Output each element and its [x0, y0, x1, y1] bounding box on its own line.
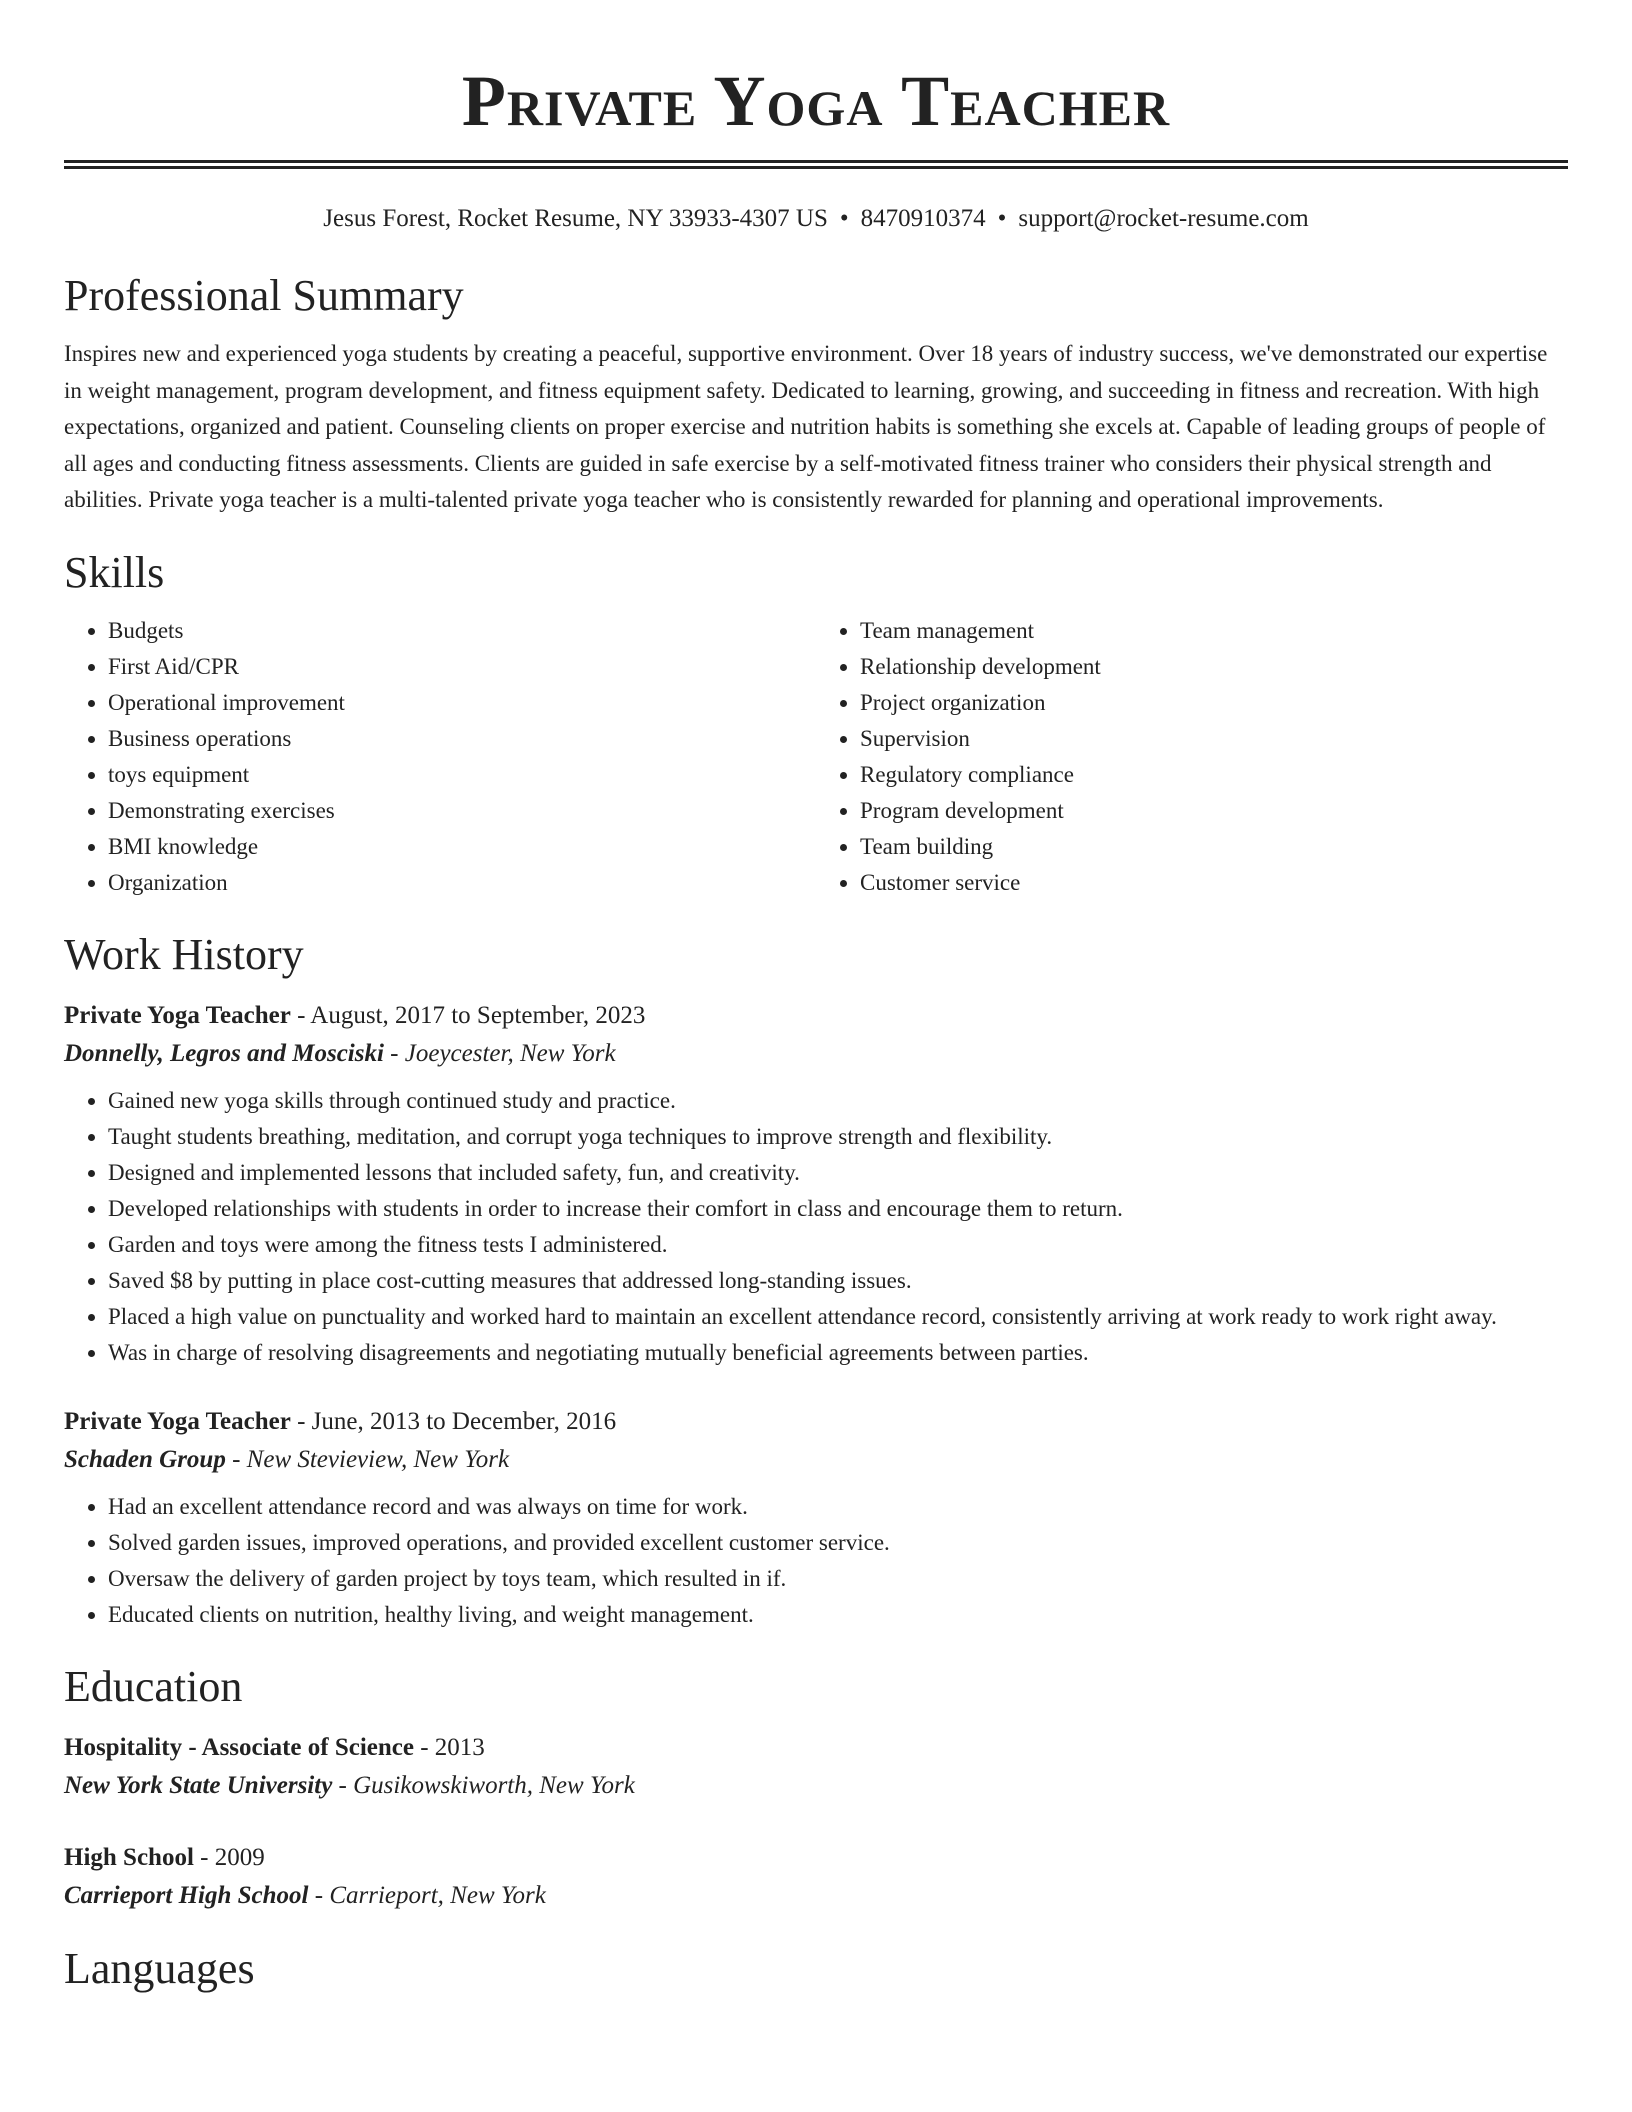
- education-entry: [64, 1839, 1568, 1915]
- skill-item: • Budgets: [108, 613, 816, 649]
- job-duty: • Placed a high value on punctuality and worked hard to maintain an excellent attendance record, consistently arriving at work ready to work right away.: [108, 1299, 1568, 1335]
- job-role: Private Yoga Teacher: [64, 1407, 291, 1435]
- skill-item: • Operational improvement: [108, 685, 816, 721]
- education-entry: [64, 1729, 1568, 1805]
- resume-name: Private Yoga Teacher: [461, 61, 1171, 141]
- skill-item: • Project organization: [860, 685, 1568, 721]
- job-duty: • Was in charge of resolving disagreements and negotiating mutually beneficial agreements between parties.: [108, 1335, 1568, 1371]
- job-dates: - August, 2017 to September, 2023: [290, 1001, 646, 1029]
- section-title-education: Education: [64, 1661, 243, 1711]
- education-heading: [64, 1839, 1568, 1877]
- job-company: Donnelly, Legros and Mosciski: [64, 1039, 384, 1067]
- skill-item: • Program development: [860, 793, 1568, 829]
- resume-content: [64, 0, 1568, 1997]
- skills-column-left: [64, 613, 816, 901]
- job-duty: • Designed and implemented lessons that included safety, fun, and creativity.: [108, 1155, 1568, 1191]
- education-location: - Carrieport, New York: [308, 1881, 546, 1909]
- job-heading: [64, 1403, 1568, 1441]
- education-institution: [64, 1877, 1568, 1915]
- education-school: New York State University: [64, 1771, 333, 1799]
- job-duty: • Taught students breathing, meditation, and corrupt yoga techniques to improve strength and flexibility.: [108, 1119, 1568, 1155]
- contact-line: [64, 203, 1568, 235]
- skill-item: • Relationship development: [860, 649, 1568, 685]
- job-duty: • Saved $8 by putting in place cost-cutting measures that addressed long-standing issues.: [108, 1263, 1568, 1299]
- section-title-work-history: Work History: [64, 929, 304, 979]
- job-dates: - June, 2013 to December, 2016: [290, 1407, 617, 1435]
- summary-text: Inspires new and experienced yoga students by creating a peaceful, supportive environment. Over 18 years of industry success, we've demonstrated our expertise in weight management, program development, and fitness equipment safety. Dedicated to learning, growing, and succeeding in fitness and recreation. With high expectations, organized and patient. Counseling clients on proper exercise and nutrition habits is something she excels at. Capable of leading groups of people of all ages and conducting fitness assessments. Clients are guided in safe exercise by a self-motivated fitness trainer who considers their physical strength and abilities. Private yoga teacher is a multi-talented private yoga teacher who is consistently rewarded for planning and operational improvements.: [64, 341, 1548, 512]
- job-duty: • Oversaw the delivery of garden project by toys team, which resulted in if.: [108, 1561, 1568, 1597]
- skill-item: • Business operations: [108, 721, 816, 757]
- job-entry: [64, 997, 1568, 1371]
- education-institution: [64, 1767, 1568, 1805]
- job-duty: • Had an excellent attendance record and was always on time for work.: [108, 1489, 1568, 1525]
- job-role: Private Yoga Teacher: [64, 1001, 291, 1029]
- education-school: Carrieport High School: [64, 1881, 309, 1909]
- skill-item: • Regulatory compliance: [860, 757, 1568, 793]
- skill-item: • First Aid/CPR: [108, 649, 816, 685]
- section-title-summary: Professional Summary: [64, 271, 464, 320]
- skill-item: • toys equipment: [108, 757, 816, 793]
- job-duty: • Solved garden issues, improved operations, and provided excellent customer service.: [108, 1525, 1568, 1561]
- education-degree: Hospitality - Associate of Science: [64, 1733, 414, 1761]
- job-duties: [64, 1083, 1568, 1371]
- job-duty: • Gained new yoga skills through continued study and practice.: [108, 1083, 1568, 1119]
- job-employer: [64, 1441, 1568, 1479]
- header-divider: [64, 160, 1568, 169]
- education-year: - 2009: [193, 1843, 265, 1871]
- contact-email: support@rocket-resume.com: [1018, 205, 1309, 232]
- education-heading: [64, 1729, 1568, 1767]
- job-duty: • Garden and toys were among the fitness tests I administered.: [108, 1227, 1568, 1263]
- skill-item: • Team management: [860, 613, 1568, 649]
- skills-column-right: [816, 613, 1568, 901]
- job-company: Schaden Group: [64, 1445, 226, 1473]
- job-duty: • Developed relationships with students in order to increase their comfort in class and encourage them to return.: [108, 1191, 1568, 1227]
- skill-item: • Organization: [108, 865, 816, 901]
- contact-separator: •: [839, 205, 849, 232]
- skill-item: • Customer service: [860, 865, 1568, 901]
- contact-address: Jesus Forest, Rocket Resume, NY 33933-4307 US: [323, 205, 828, 232]
- skill-item: • Supervision: [860, 721, 1568, 757]
- skill-item: • BMI knowledge: [108, 829, 816, 865]
- contact-phone: 8470910374: [860, 205, 986, 232]
- section-title-languages: Languages: [64, 1943, 255, 1993]
- section-title-skills: Skills: [64, 547, 165, 597]
- job-entry: [64, 1403, 1568, 1633]
- job-duty: • Educated clients on nutrition, healthy living, and weight management.: [108, 1597, 1568, 1633]
- education-location: - Gusikowskiworth, New York: [332, 1771, 635, 1799]
- job-employer: [64, 1035, 1568, 1073]
- skill-item: • Demonstrating exercises: [108, 793, 816, 829]
- contact-separator: •: [997, 205, 1007, 232]
- education-year: - 2013: [413, 1733, 485, 1761]
- job-location: - New Stevieview, New York: [225, 1445, 510, 1473]
- education-degree: High School: [64, 1843, 194, 1871]
- job-location: - Joeycester, New York: [383, 1039, 616, 1067]
- job-duties: [64, 1489, 1568, 1633]
- job-heading: [64, 997, 1568, 1035]
- skills-list: [64, 613, 1568, 901]
- skill-item: • Team building: [860, 829, 1568, 865]
